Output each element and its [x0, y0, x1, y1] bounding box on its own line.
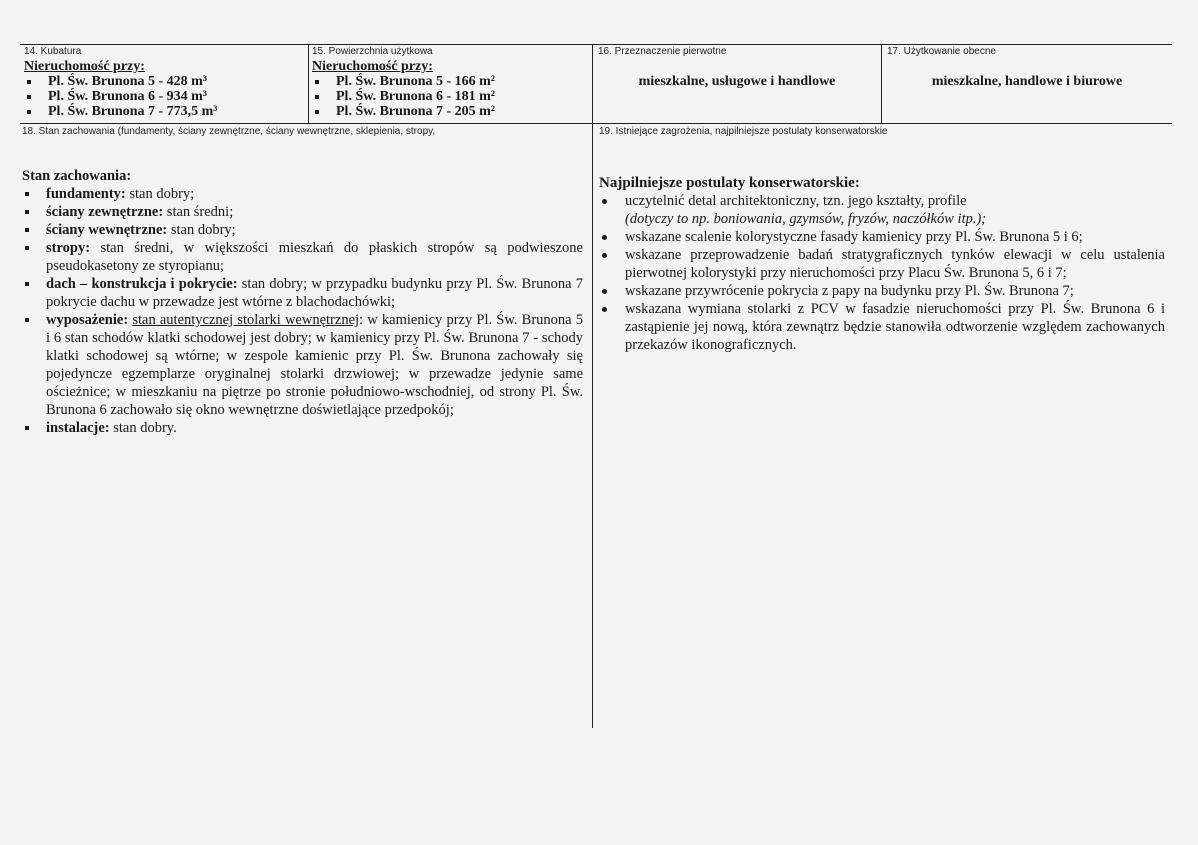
field-15-heading: Nieruchomość przy:: [312, 59, 433, 74]
row-divider-1: [20, 123, 1172, 124]
list-item: wskazana wymiana stolarki z PCV w fasadzie nieruchomości przy Pl. Św. Brunona 6 i zastąpienie jej nową, która zewnątrz będzie stanowiła odtworzenie względem zachowanych przekazów ikonograficznych.: [599, 300, 1165, 354]
list-item: wskazane przywrócenie pokrycia z papy na budynku przy Pl. Św. Brunona 7;: [599, 282, 1165, 300]
postulates-list: [599, 192, 1165, 354]
field-16-value: mieszkalne, usługowe i handlowe: [638, 74, 836, 89]
list-item: uczytelnić detal architektoniczny, tzn. jego kształty, profile (dotyczy to np. boniowania, gzymsów, fryzów, naczółków itp.);: [599, 192, 1165, 228]
field-15-content: [312, 59, 588, 119]
postulates-title: Najpilniejsze postulaty konserwatorskie:: [599, 175, 860, 191]
list-item: wyposażenie: stan autentycznej stolarki wewnętrznej: w kamienicy przy Pl. Św. Brunona 5 i 6 stan schodów klatki schodowej jest dobry; w kamienicy przy Pl. Św. Brunona 7 - schody klatki schodowej są wtórne; w zespole kamienic przy Pl. Św. Brunona zachowały się pojedyncze egzemplarze oryginalnej stolarki drzwiowej; w przewadze jedynie same ościeżnice; w mieszkaniu na piętrze po stronie południowo-wschodniej, od strony Pl. Św. Brunona 6 zachowało się okno wewnętrzne doświetlające przedpokój;: [22, 311, 583, 419]
list-item: fundamenty: stan dobry;: [22, 185, 583, 203]
list-item: Pl. Św. Brunona 5 - 428 m³: [24, 74, 304, 89]
field-14-list: [24, 74, 304, 119]
column-divider-14-15: [308, 44, 309, 124]
condition-list: [22, 185, 583, 437]
list-item: ściany wewnętrzne: stan dobry;: [22, 221, 583, 239]
column-divider-center: [592, 44, 593, 728]
field-17-value: mieszkalne, handlowe i biurowe: [931, 74, 1123, 89]
list-item: Pl. Św. Brunona 5 - 166 m²: [312, 74, 588, 89]
field-14-label: 14. Kubatura: [24, 46, 82, 57]
field-18-label: 18. Stan zachowania (fundamenty, ściany zewnętrzne, ściany wewnętrzne, sklepienia, stropy,: [22, 126, 436, 137]
field-19-content: [599, 174, 1165, 354]
list-item: Pl. Św. Brunona 6 - 181 m²: [312, 89, 588, 104]
field-15-list: [312, 74, 588, 119]
field-14-content: [24, 59, 304, 119]
field-18-content: [22, 167, 583, 437]
field-16-label: 16. Przeznaczenie pierwotne: [598, 46, 727, 57]
field-15-label: 15. Powierzchnia użytkowa: [312, 46, 433, 57]
field-19-label: 19. Istniejące zagrożenia, najpilniejsze postulaty konserwatorskie: [599, 126, 888, 137]
list-item: ściany zewnętrzne: stan średni;: [22, 203, 583, 221]
table-top-border: [20, 44, 1172, 45]
list-item: stropy: stan średni, w większości mieszkań do płaskich stropów są podwieszone pseudokasetony ze styropianu;: [22, 239, 583, 275]
list-item: wskazane przeprowadzenie badań stratygraficznych tynków elewacji w celu ustalenia pierwotnej kolorystyki przy nieruchomości przy Placu Św. Brunona 5, 6 i 7;: [599, 246, 1165, 282]
list-item: Pl. Św. Brunona 7 - 773,5 m³: [24, 104, 304, 119]
condition-title: Stan zachowania:: [22, 168, 132, 184]
field-17-label: 17. Użytkowanie obecne: [887, 46, 996, 57]
list-item: Pl. Św. Brunona 6 - 934 m³: [24, 89, 304, 104]
list-item: dach – konstrukcja i pokrycie: stan dobry; w przypadku budynku przy Pl. Św. Brunona 7 pokrycie dachu w przewadze jest wtórne z blachodachówki;: [22, 275, 583, 311]
field-14-heading: Nieruchomość przy:: [24, 59, 145, 74]
list-item: Pl. Św. Brunona 7 - 205 m²: [312, 104, 588, 119]
list-item: wskazane scalenie kolorystyczne fasady kamienicy przy Pl. Św. Brunona 5 i 6;: [599, 228, 1165, 246]
list-item: instalacje: stan dobry.: [22, 419, 583, 437]
